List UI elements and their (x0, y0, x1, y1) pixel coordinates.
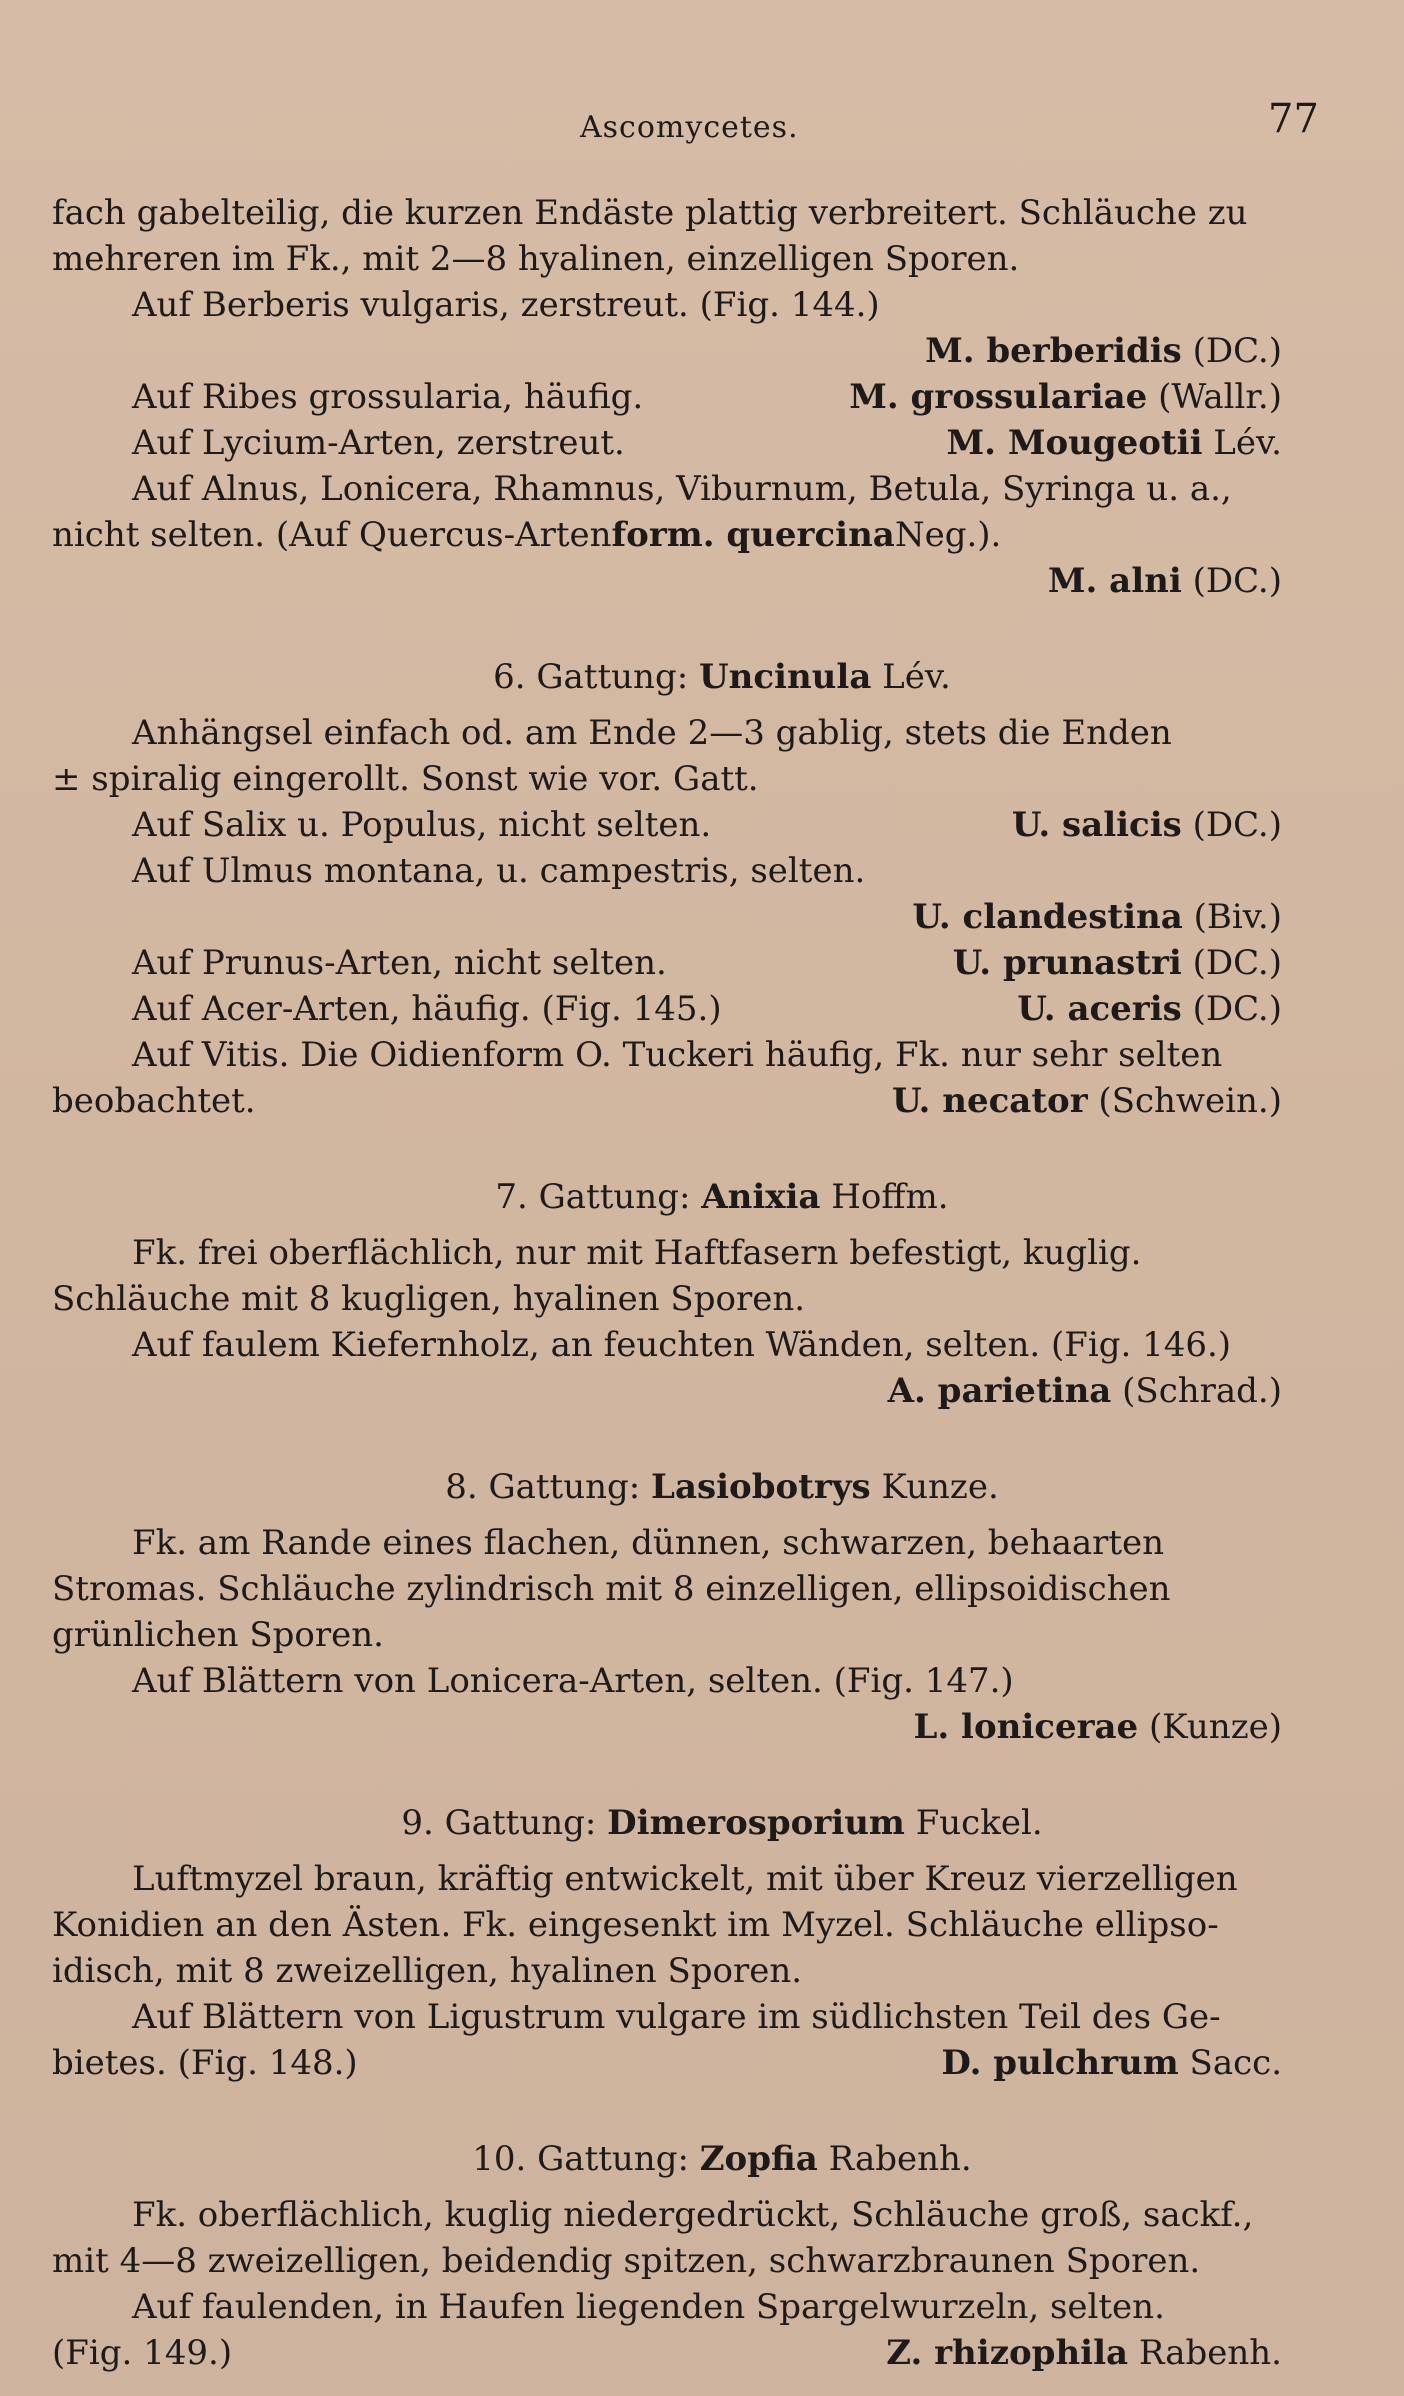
species-name: A. parietina (887, 1371, 1112, 1411)
genus-heading (52, 2136, 1352, 2182)
species-author: Sacc. (1178, 2043, 1282, 2083)
genus-heading (52, 1464, 1352, 1510)
text-line: Anhängsel einfach od. am Ende 2—3 gablig, stets die Enden (132, 713, 1172, 753)
entry-line: Auf faulenden, in Haufen liegenden Spargelwurzeln, selten. (132, 2287, 1165, 2327)
genus-name: Zopfia (699, 2139, 818, 2179)
species-author: (Schwein.) (1087, 1081, 1282, 1121)
species-name: U. necator (892, 1081, 1088, 1121)
species-line (52, 1704, 1352, 1750)
entry-line (52, 2330, 1352, 2376)
entry-description: beobachtet. (52, 1081, 256, 1121)
species-name: U. aceris (1017, 989, 1182, 1029)
form-name: form. quercina (611, 515, 895, 555)
entry-line: Auf Vitis. Die Oidienform O. Tuckeri häufig, Fk. nur sehr selten (132, 1035, 1223, 1075)
entry-line (52, 512, 1352, 558)
genus-heading (52, 1800, 1352, 1846)
page-header (0, 96, 1404, 146)
text-line: Schläuche mit 8 kugligen, hyalinen Sporen. (52, 1279, 806, 1319)
genus-number: 10. Gattung: (472, 2139, 700, 2179)
section-intro (52, 190, 1352, 604)
species-line (52, 558, 1352, 604)
entry-description: bietes. (Fig. 148.) (52, 2043, 358, 2083)
entry-text: Neg.). (894, 515, 1002, 555)
section-anixia (52, 1174, 1352, 1414)
species-author: (DC.) (1181, 331, 1282, 371)
entry-line: Auf Alnus, Lonicera, Rhamnus, Viburnum, Betula, Syringa u. a., (132, 469, 1232, 509)
entry-line (52, 420, 1352, 466)
species-name: L. lonicerae (913, 1707, 1139, 1747)
entry-description: Auf Acer-Arten, häufig. (Fig. 145.) (132, 989, 722, 1029)
species-name: U. salicis (1011, 805, 1182, 845)
genus-name: Dimerosporium (607, 1803, 905, 1843)
species-line (52, 328, 1352, 374)
entry-line (52, 802, 1352, 848)
text-line: Fk. am Rande eines flachen, dünnen, schwarzen, behaarten (132, 1523, 1165, 1563)
genus-author: Rabenh. (817, 2139, 972, 2179)
species-author: Rabenh. (1128, 2333, 1282, 2373)
text-line: grünlichen Sporen. (52, 1615, 384, 1655)
genus-author: Kunze. (870, 1467, 999, 1507)
species-line (52, 1368, 1352, 1414)
entry-line (52, 986, 1352, 1032)
genus-heading (52, 654, 1352, 700)
species-line (52, 894, 1352, 940)
genus-heading (52, 1174, 1352, 1220)
genus-number: 7. Gattung: (495, 1177, 702, 1217)
entry-line (52, 2040, 1352, 2086)
entry-description: (Fig. 149.) (52, 2333, 233, 2373)
species-author: (Biv.) (1182, 897, 1282, 937)
species-author: (DC.) (1181, 989, 1282, 1029)
running-title: Ascomycetes. (580, 110, 799, 145)
genus-author: Hoffm. (820, 1177, 949, 1217)
entry-line (52, 374, 1352, 420)
species-author: (Wallr.) (1147, 377, 1282, 417)
entry-line (52, 940, 1352, 986)
species-author: (DC.) (1181, 561, 1282, 601)
text-line: fach gabelteilig, die kurzen Endäste plattig verbreitert. Schläuche zu (52, 193, 1248, 233)
entry-text: nicht selten. (Auf Quercus-Arten (52, 515, 612, 555)
genus-name: Uncinula (698, 657, 872, 697)
entry-line: Auf Ulmus montana, u. campestris, selten. (132, 851, 866, 891)
text-line: Fk. frei oberflächlich, nur mit Haftfasern befestigt, kuglig. (132, 1233, 1142, 1273)
genus-author: Fuckel. (904, 1803, 1043, 1843)
text-line: mit 4—8 zweizelligen, beidendig spitzen, schwarzbraunen Sporen. (52, 2241, 1201, 2281)
text-line: Stromas. Schläuche zylindrisch mit 8 einzelligen, ellipsoidischen (52, 1569, 1171, 1609)
section-uncinula (52, 654, 1352, 1124)
species-name: M. berberidis (925, 331, 1182, 371)
page-body (52, 190, 1352, 2376)
text-line: ± spiralig eingerollt. Sonst wie vor. Gatt. (52, 759, 759, 799)
entry-line: Auf Berberis vulgaris, zerstreut. (Fig. 144.) (132, 285, 880, 325)
entry-description: Auf Prunus-Arten, nicht selten. (132, 943, 667, 983)
genus-number: 6. Gattung: (493, 657, 699, 697)
species-author: Lév. (1202, 423, 1282, 463)
species-name: M. grossulariae (849, 377, 1148, 417)
text-line: Fk. oberflächlich, kuglig niedergedrückt, Schläuche groß, sackf., (132, 2195, 1254, 2235)
genus-number: 8. Gattung: (445, 1467, 652, 1507)
text-line: Konidien an den Ästen. Fk. eingesenkt im Myzel. Schläuche ellipso- (52, 1905, 1219, 1945)
entry-description: Auf Lycium-Arten, zerstreut. (132, 423, 625, 463)
entry-line: Auf Blättern von Ligustrum vulgare im südlichsten Teil des Ge- (132, 1997, 1221, 2037)
species-author: (Schrad.) (1111, 1371, 1282, 1411)
page-number: 77 (1268, 96, 1319, 142)
text-line: Luftmyzel braun, kräftig entwickelt, mit über Kreuz vierzelligen (132, 1859, 1238, 1899)
species-name: M. alni (1047, 561, 1182, 601)
species-name: U. prunastri (952, 943, 1182, 983)
genus-author: Lév. (871, 657, 951, 697)
section-dimerosporium (52, 1800, 1352, 2086)
section-zopfia (52, 2136, 1352, 2376)
entry-line (52, 1078, 1352, 1124)
text-line: idisch, mit 8 zweizelligen, hyalinen Sporen. (52, 1951, 803, 1991)
entry-description: Auf Ribes grossularia, häufig. (132, 377, 644, 417)
entry-line: Auf faulem Kiefernholz, an feuchten Wänden, selten. (Fig. 146.) (132, 1325, 1232, 1365)
text-line: mehreren im Fk., mit 2—8 hyalinen, einzelligen Sporen. (52, 239, 1020, 279)
entry-line: Auf Blättern von Lonicera-Arten, selten. (Fig. 147.) (132, 1661, 1014, 1701)
species-author: (Kunze) (1138, 1707, 1282, 1747)
species-name: U. clandestina (912, 897, 1183, 937)
entry-description: Auf Salix u. Populus, nicht selten. (132, 805, 712, 845)
species-author: (DC.) (1181, 943, 1282, 983)
genus-name: Lasiobotrys (651, 1467, 871, 1507)
species-name: M. Mougeotii (946, 423, 1203, 463)
species-name: D. pulchrum (941, 2043, 1179, 2083)
genus-name: Anixia (701, 1177, 821, 1217)
species-author: (DC.) (1181, 805, 1282, 845)
genus-number: 9. Gattung: (401, 1803, 608, 1843)
species-name: Z. rhizophila (886, 2333, 1129, 2373)
section-lasiobotrys (52, 1464, 1352, 1750)
